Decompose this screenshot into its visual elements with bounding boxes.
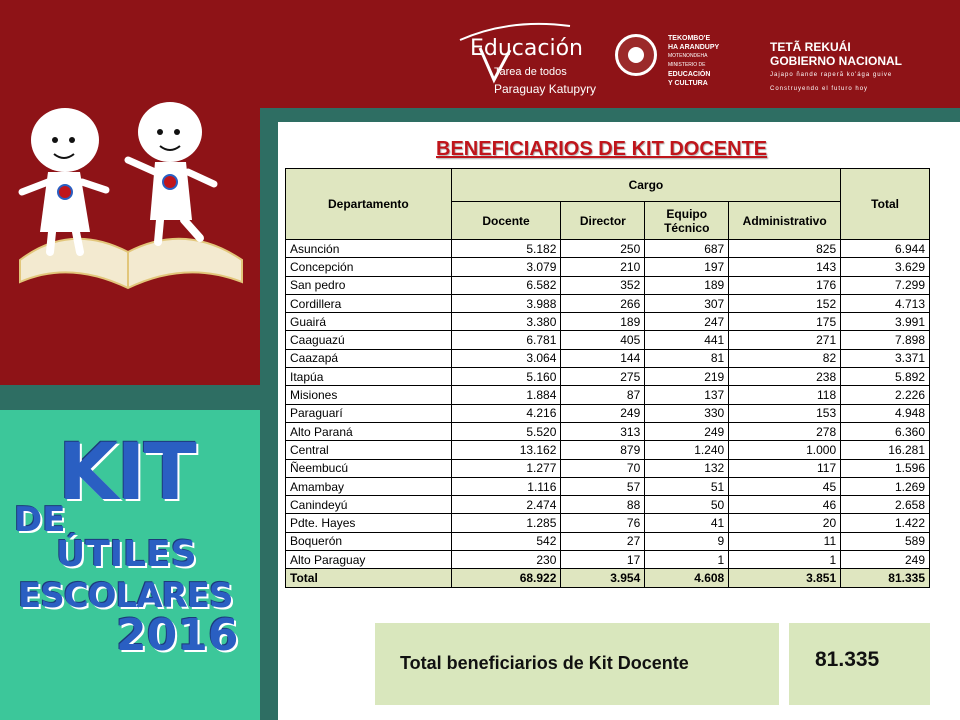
cell-value: 70 (561, 459, 645, 477)
table-row (286, 532, 930, 550)
cell-value: 313 (561, 422, 645, 440)
cell-departamento: Itapúa (286, 368, 452, 386)
table-row (286, 276, 930, 294)
table-row (286, 404, 930, 422)
cell-value: 189 (561, 313, 645, 331)
cell-value: 176 (729, 276, 841, 294)
cell-value: 11 (729, 532, 841, 550)
cell-value: 175 (729, 313, 841, 331)
cell-value: 4.608 (645, 569, 729, 587)
cell-value: 6.360 (841, 422, 930, 440)
cell-value: 2.226 (841, 386, 930, 404)
cell-value: 50 (645, 496, 729, 514)
cell-value: 9 (645, 532, 729, 550)
cell-value: 3.380 (451, 313, 561, 331)
cell-value: 20 (729, 514, 841, 532)
left-divider-band (0, 385, 278, 413)
cell-value: 825 (729, 240, 841, 258)
cell-value: 249 (841, 551, 930, 569)
cell-value: 271 (729, 331, 841, 349)
header-equipo-tecnico: Equipo Técnico (645, 202, 729, 240)
header-cargo: Cargo (451, 169, 840, 202)
header-administrativo: Administrativo (729, 202, 841, 240)
cell-value: 81.335 (841, 569, 930, 587)
header-docente: Docente (451, 202, 561, 240)
cell-departamento: Cordillera (286, 294, 452, 312)
cell-value: 249 (561, 404, 645, 422)
ministry-logo (668, 34, 719, 88)
cell-value: 3.988 (451, 294, 561, 312)
ministry-line: MOTENONDEHA (668, 53, 708, 59)
cell-value: 13.162 (451, 441, 561, 459)
cell-value: 5.892 (841, 368, 930, 386)
cell-value: 247 (645, 313, 729, 331)
cell-value: 1 (729, 551, 841, 569)
table-row (286, 294, 930, 312)
cell-value: 266 (561, 294, 645, 312)
cell-value: 17 (561, 551, 645, 569)
cell-value: 4.216 (451, 404, 561, 422)
table-total-row (286, 569, 930, 587)
cell-departamento: Guairá (286, 313, 452, 331)
cell-value: 3.371 (841, 349, 930, 367)
cell-value: 3.851 (729, 569, 841, 587)
education-brand: Educación (470, 36, 583, 61)
cell-value: 2.658 (841, 496, 930, 514)
cell-value: 278 (729, 422, 841, 440)
kit-word: KIT (58, 428, 195, 518)
cell-departamento: San pedro (286, 276, 452, 294)
cell-value: 3.064 (451, 349, 561, 367)
cell-value: 189 (645, 276, 729, 294)
cell-value: 1.240 (645, 441, 729, 459)
table-row (286, 386, 930, 404)
government-line: GOBIERNO NACIONAL (770, 54, 902, 68)
cell-value: 1 (645, 551, 729, 569)
table-row (286, 477, 930, 495)
table-row (286, 331, 930, 349)
content-frame-top (260, 108, 960, 122)
cell-value: 1.000 (729, 441, 841, 459)
content-frame-left (260, 108, 278, 720)
summary-value: 81.335 (815, 648, 880, 671)
cell-value: 1.422 (841, 514, 930, 532)
cell-departamento: Alto Paraná (286, 422, 452, 440)
cell-value: 87 (561, 386, 645, 404)
cell-value: 1.116 (451, 477, 561, 495)
kit-word-escolares: ESCOLARES (18, 576, 233, 616)
government-motto: Jajapo ñande raperã ko'ága guive (770, 72, 893, 78)
cell-value: 5.520 (451, 422, 561, 440)
cell-value: 68.922 (451, 569, 561, 587)
table-row (286, 496, 930, 514)
cell-value: 249 (645, 422, 729, 440)
cell-departamento: Central (286, 441, 452, 459)
cell-value: 230 (451, 551, 561, 569)
cell-value: 51 (645, 477, 729, 495)
cell-value: 589 (841, 532, 930, 550)
table-row (286, 551, 930, 569)
beneficiaries-table (285, 168, 930, 588)
cell-value: 1.596 (841, 459, 930, 477)
summary-label: Total beneficiarios de Kit Docente (400, 653, 689, 673)
cell-value: 45 (729, 477, 841, 495)
table-row (286, 422, 930, 440)
cell-value: 137 (645, 386, 729, 404)
cell-departamento: Misiones (286, 386, 452, 404)
table-title: BENEFICIARIOS DE KIT DOCENTE (436, 138, 768, 160)
cell-value: 1.277 (451, 459, 561, 477)
cell-value: 879 (561, 441, 645, 459)
table-row (286, 349, 930, 367)
cell-value: 275 (561, 368, 645, 386)
cell-value: 132 (645, 459, 729, 477)
summary-label-box (375, 623, 779, 705)
cell-value: 197 (645, 258, 729, 276)
cell-value: 118 (729, 386, 841, 404)
table-row (286, 368, 930, 386)
kids-reading-illustration (10, 92, 250, 292)
table-row (286, 514, 930, 532)
table-row (286, 258, 930, 276)
cell-value: 3.954 (561, 569, 645, 587)
kit-campaign-title (14, 428, 258, 670)
education-tagline-country: Paraguay Katupyry (494, 82, 597, 96)
cell-value: 16.281 (841, 441, 930, 459)
cell-value: 152 (729, 294, 841, 312)
table-body (286, 240, 930, 588)
cell-departamento: Pdte. Hayes (286, 514, 452, 532)
education-logo (450, 20, 610, 98)
header-departamento: Departamento (286, 169, 452, 240)
cell-value: 250 (561, 240, 645, 258)
ministry-line: Y CULTURA (668, 80, 708, 87)
kit-word-de: DE (14, 500, 66, 540)
table-row (286, 441, 930, 459)
summary-value-box (789, 623, 930, 705)
ministry-line: TEKOMBO'E (668, 35, 711, 42)
cell-value: 117 (729, 459, 841, 477)
cell-departamento: Ñeembucú (286, 459, 452, 477)
cell-value: 542 (451, 532, 561, 550)
cell-departamento: Canindeyú (286, 496, 452, 514)
cell-value: 4.713 (841, 294, 930, 312)
cell-value: 6.582 (451, 276, 561, 294)
cell-value: 27 (561, 532, 645, 550)
kit-year: 2016 (116, 610, 239, 661)
cell-value: 1.884 (451, 386, 561, 404)
government-line: TETÃ REKUÁI (770, 40, 851, 54)
ministry-line: EDUCACIÓN (668, 71, 711, 78)
cell-departamento: Paraguarí (286, 404, 452, 422)
table-row (286, 240, 930, 258)
cell-value: 7.898 (841, 331, 930, 349)
cell-value: 238 (729, 368, 841, 386)
cell-value: 307 (645, 294, 729, 312)
cell-value: 330 (645, 404, 729, 422)
cell-departamento: Concepción (286, 258, 452, 276)
cell-value: 4.948 (841, 404, 930, 422)
cell-value: 3.079 (451, 258, 561, 276)
cell-departamento: Alto Paraguay (286, 551, 452, 569)
cell-value: 219 (645, 368, 729, 386)
government-logo (770, 40, 902, 96)
cell-value: 3.629 (841, 258, 930, 276)
cell-value: 144 (561, 349, 645, 367)
ministry-line: HA ARANDUPY (668, 44, 720, 51)
cell-value: 210 (561, 258, 645, 276)
cell-value: 1.285 (451, 514, 561, 532)
cell-value: 46 (729, 496, 841, 514)
kit-word-utiles: ÚTILES (56, 534, 197, 575)
cell-value: 1.269 (841, 477, 930, 495)
cell-value: 41 (645, 514, 729, 532)
cell-value: 6.781 (451, 331, 561, 349)
cell-value: 352 (561, 276, 645, 294)
cell-departamento: Amambay (286, 477, 452, 495)
cell-value: 6.944 (841, 240, 930, 258)
cell-value: 81 (645, 349, 729, 367)
cell-value: 405 (561, 331, 645, 349)
cell-value: 2.474 (451, 496, 561, 514)
cell-value: 143 (729, 258, 841, 276)
cell-departamento: Caaguazú (286, 331, 452, 349)
cell-departamento: Asunción (286, 240, 452, 258)
header-director: Director (561, 202, 645, 240)
cell-departamento: Boquerón (286, 532, 452, 550)
cell-departamento: Caazapá (286, 349, 452, 367)
cell-value: 3.991 (841, 313, 930, 331)
header-total: Total (841, 169, 930, 240)
table-row (286, 313, 930, 331)
education-tagline: Tarea de todos (494, 66, 567, 78)
cell-value: 82 (729, 349, 841, 367)
government-motto: Construyendo el futuro hoy (770, 86, 869, 92)
national-seal-icon (615, 34, 657, 76)
cell-value: 57 (561, 477, 645, 495)
cell-departamento: Total (286, 569, 452, 587)
cell-value: 687 (645, 240, 729, 258)
cell-value: 5.160 (451, 368, 561, 386)
table-row (286, 459, 930, 477)
cell-value: 7.299 (841, 276, 930, 294)
cell-value: 76 (561, 514, 645, 532)
cell-value: 5.182 (451, 240, 561, 258)
cell-value: 153 (729, 404, 841, 422)
ministry-line: MINISTERIO DE (668, 62, 706, 68)
cell-value: 441 (645, 331, 729, 349)
cell-value: 88 (561, 496, 645, 514)
